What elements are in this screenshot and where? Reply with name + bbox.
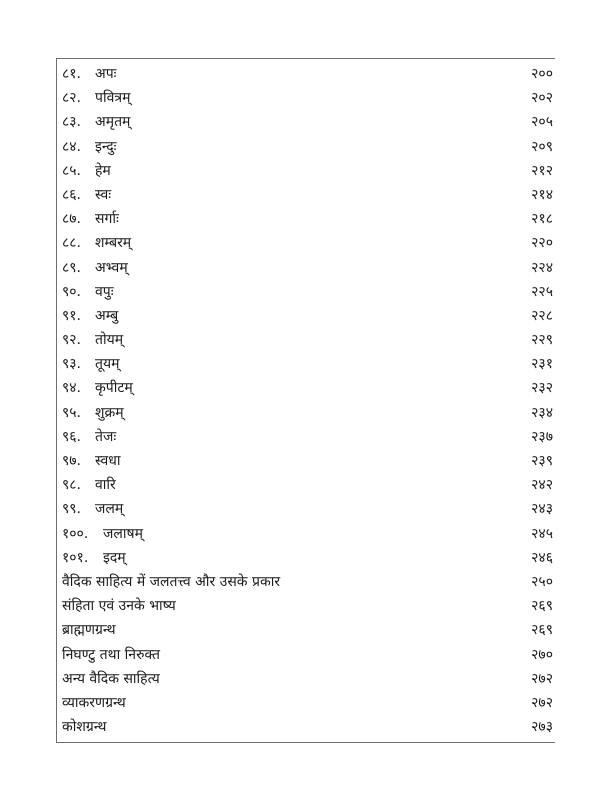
toc-entry-number: ९९. bbox=[62, 501, 82, 518]
toc-entry-page: २४२ bbox=[531, 477, 553, 494]
toc-entry-number: ८२. bbox=[62, 90, 82, 107]
toc-entry-number: ८८. bbox=[62, 235, 82, 252]
toc-entry-page: २४३ bbox=[531, 501, 553, 518]
toc-entry bbox=[57, 135, 555, 159]
toc-entry-page: २१८ bbox=[531, 211, 553, 228]
toc-entry-title: वपुः bbox=[95, 283, 114, 300]
toc-section-title: संहिता एवं उनके भाष्य bbox=[62, 598, 176, 615]
toc-entry-page: २०५ bbox=[531, 114, 553, 131]
toc-entry-number: ८९. bbox=[62, 259, 82, 276]
toc-list bbox=[57, 59, 555, 739]
toc-entry-page: २३४ bbox=[531, 404, 553, 421]
toc-section bbox=[57, 570, 555, 594]
toc-entry-title: अम्बु bbox=[95, 307, 119, 324]
toc-entry-title: सर्गाः bbox=[95, 211, 119, 228]
toc-section bbox=[57, 715, 555, 739]
toc-entry-number: १००. bbox=[62, 525, 89, 542]
toc-entry-page: २३९ bbox=[531, 453, 553, 469]
toc-entry-title: तोयम् bbox=[95, 332, 124, 349]
toc-entry-title: अपः bbox=[95, 66, 117, 82]
toc-entry-title: अमृतम् bbox=[95, 114, 131, 131]
toc-entry-number: ९७. bbox=[62, 453, 82, 469]
toc-entry-page: २२८ bbox=[531, 307, 553, 324]
toc-section-title: अन्य वैदिक साहित्य bbox=[62, 670, 160, 687]
toc-entry-title: वारि bbox=[95, 477, 116, 494]
toc-entry bbox=[57, 159, 555, 183]
toc-entry bbox=[57, 280, 555, 304]
toc-entry bbox=[57, 231, 555, 255]
toc-entry-number: ९३. bbox=[62, 356, 82, 373]
toc-entry-page: २१२ bbox=[531, 162, 553, 179]
toc-entry-page: २७० bbox=[531, 646, 553, 663]
toc-entry bbox=[57, 425, 555, 449]
toc-section bbox=[57, 594, 555, 618]
toc-entry-number: ९४. bbox=[62, 380, 82, 397]
toc-entry-title: स्वः bbox=[95, 186, 112, 203]
toc-entry-number: ८६. bbox=[62, 186, 82, 203]
toc-section-title: व्याकरणग्रन्थ bbox=[62, 694, 126, 711]
toc-entry bbox=[57, 110, 555, 134]
toc-entry-number: ८३. bbox=[62, 114, 82, 131]
toc-entry bbox=[57, 304, 555, 328]
toc-entry bbox=[57, 449, 555, 473]
toc-entry bbox=[57, 183, 555, 207]
toc-entry-title: जलम् bbox=[95, 501, 124, 518]
toc-entry-number: ९१. bbox=[62, 307, 82, 324]
toc-entry-page: २२० bbox=[531, 235, 553, 252]
toc-entry-title: स्वधा bbox=[95, 453, 121, 469]
toc-entry bbox=[57, 473, 555, 497]
toc-entry-page: २६९ bbox=[531, 622, 553, 639]
toc-entry-page: २०९ bbox=[531, 138, 553, 155]
toc-entry-number: ९८. bbox=[62, 477, 82, 494]
toc-entry-page: २७३ bbox=[531, 719, 553, 736]
toc-entry-title: तेजः bbox=[95, 428, 117, 445]
toc-entry-title: इन्दुः bbox=[95, 138, 117, 155]
toc-entry-number: ८१. bbox=[62, 66, 82, 82]
toc-entry bbox=[57, 401, 555, 425]
toc-entry-page: २१४ bbox=[531, 186, 553, 203]
toc-entry-title: अभ्वम् bbox=[95, 259, 128, 276]
toc-entry-number: ९६. bbox=[62, 428, 82, 445]
toc-entry-page: २०२ bbox=[531, 90, 553, 107]
toc-section bbox=[57, 691, 555, 715]
toc-entry-number: ९५. bbox=[62, 404, 82, 421]
toc-entry-page: २७२ bbox=[531, 694, 553, 711]
toc-entry bbox=[57, 522, 555, 546]
toc-entry-page: २५० bbox=[531, 573, 553, 590]
toc-entry bbox=[57, 62, 555, 86]
toc-entry bbox=[57, 376, 555, 400]
toc-entry-number: १०१. bbox=[62, 549, 89, 566]
toc-entry-page: २२९ bbox=[531, 332, 553, 349]
toc-entry bbox=[57, 256, 555, 280]
toc-entry-page: २६९ bbox=[531, 598, 553, 615]
toc-entry-page: २४६ bbox=[531, 549, 553, 566]
toc-entry bbox=[57, 352, 555, 376]
toc-section bbox=[57, 618, 555, 642]
toc-entry-page: २०० bbox=[531, 66, 553, 82]
toc-section bbox=[57, 643, 555, 667]
toc-entry-title: जलाषम् bbox=[103, 525, 143, 542]
toc-entry-title: इदम् bbox=[103, 549, 126, 566]
toc-entry-number: ८५. bbox=[62, 162, 82, 179]
toc-entry-title: हेम bbox=[95, 162, 111, 179]
toc-entry-page: २३७ bbox=[531, 428, 553, 445]
toc-entry-number: ९०. bbox=[62, 283, 82, 300]
toc-entry bbox=[57, 328, 555, 352]
toc-section bbox=[57, 667, 555, 691]
toc-entry-page: २२५ bbox=[531, 283, 553, 300]
toc-entry-page: २२४ bbox=[531, 259, 553, 276]
toc-entry bbox=[57, 497, 555, 521]
toc-entry-page: २३२ bbox=[531, 380, 553, 397]
toc-section-title: वैदिक साहित्य में जलतत्त्व और उसके प्रकार bbox=[62, 573, 281, 590]
toc-entry-page: २४५ bbox=[531, 525, 553, 542]
toc-entry-title: शम्बरम् bbox=[95, 235, 132, 252]
toc-entry-number: ८७. bbox=[62, 211, 82, 228]
toc-entry-title: शुक्रम् bbox=[95, 404, 124, 421]
toc-section-title: निघण्टु तथा निरुक्त bbox=[62, 646, 160, 663]
toc-entry bbox=[57, 86, 555, 110]
toc-entry-title: पवित्रम् bbox=[95, 90, 131, 107]
toc-entry bbox=[57, 546, 555, 570]
toc-entry-title: तूयम् bbox=[95, 356, 120, 373]
toc-entry-number: ९२. bbox=[62, 332, 82, 349]
toc-entry bbox=[57, 207, 555, 231]
toc-entry-page: २३१ bbox=[531, 356, 553, 373]
toc-section-title: कोशग्रन्थ bbox=[62, 719, 107, 736]
table-of-contents bbox=[56, 58, 555, 743]
toc-entry-number: ८४. bbox=[62, 138, 82, 155]
toc-section-title: ब्राह्मणग्रन्थ bbox=[62, 622, 116, 639]
toc-entry-page: २७२ bbox=[531, 670, 553, 687]
toc-entry-title: कृपीटम् bbox=[95, 380, 133, 397]
